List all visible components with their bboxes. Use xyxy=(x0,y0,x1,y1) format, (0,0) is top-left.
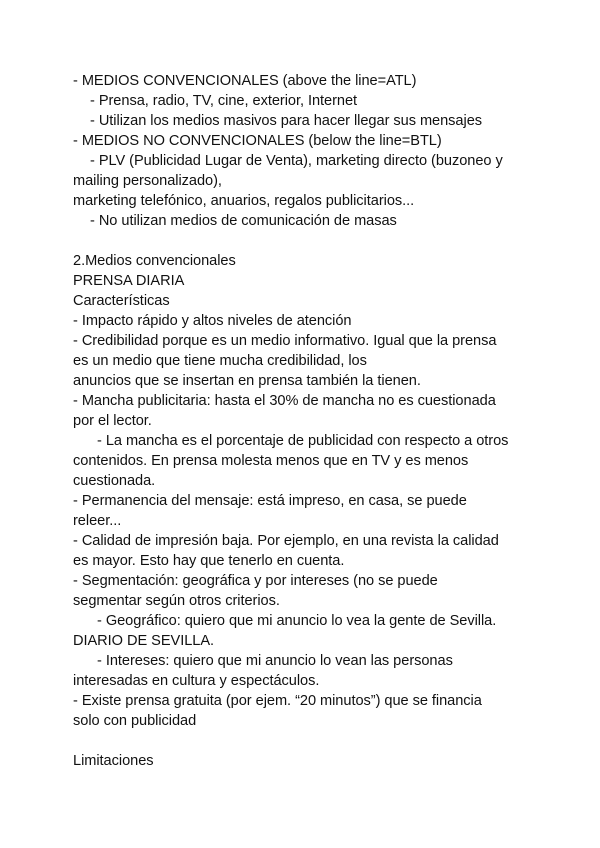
text-line: - Geográfico: quiero que mi anuncio lo vea la gente de Sevilla. xyxy=(97,613,497,629)
text-line: - MEDIOS CONVENCIONALES (above the line=ATL) xyxy=(73,73,417,89)
section-heading: 2.Medios convencionales xyxy=(73,253,236,269)
text-line: - Impacto rápido y altos niveles de atención xyxy=(73,313,352,329)
text-line: - Permanencia del mensaje: está impreso, en casa, se puede xyxy=(73,493,467,509)
section-heading: Características xyxy=(73,293,170,309)
text-line: - No utilizan medios de comunicación de masas xyxy=(90,213,397,229)
text-line: - Intereses: quiero que mi anuncio lo vean las personas xyxy=(97,653,453,669)
text-line: contenidos. En prensa molesta menos que en TV y es menos xyxy=(73,453,469,469)
text-line: marketing telefónico, anuarios, regalos publicitarios... xyxy=(73,193,415,209)
text-line: es un medio que tiene mucha credibilidad, los xyxy=(73,353,367,369)
section-heading: PRENSA DIARIA xyxy=(73,273,185,289)
text-line: segmentar según otros criterios. xyxy=(73,593,280,609)
text-line: - Segmentación: geográfica y por intereses (no se puede xyxy=(73,573,438,589)
text-line: - Utilizan los medios masivos para hacer llegar sus mensajes xyxy=(90,113,483,129)
text-line: interesadas en cultura y espectáculos. xyxy=(73,673,320,689)
text-line: anuncios que se insertan en prensa también la tienen. xyxy=(73,373,421,389)
text-line: - Mancha publicitaria: hasta el 30% de mancha no es cuestionada xyxy=(73,393,496,409)
text-line: - Prensa, radio, TV, cine, exterior, Internet xyxy=(90,93,358,109)
text-line: - MEDIOS NO CONVENCIONALES (below the line=BTL) xyxy=(73,133,442,149)
text-line: cuestionada. xyxy=(73,473,156,489)
text-line: DIARIO DE SEVILLA. xyxy=(73,633,215,649)
text-line: - PLV (Publicidad Lugar de Venta), marketing directo (buzoneo y xyxy=(90,153,503,169)
text-line: - Existe prensa gratuita (por ejem. “20 minutos”) que se financia xyxy=(73,693,482,709)
section-heading: Limitaciones xyxy=(73,753,154,769)
text-line: - Calidad de impresión baja. Por ejemplo, en una revista la calidad xyxy=(73,533,499,549)
text-line: mailing personalizado), xyxy=(73,173,222,189)
text-line: - La mancha es el porcentaje de publicidad con respecto a otros xyxy=(97,433,509,449)
text-line: es mayor. Esto hay que tenerlo en cuenta. xyxy=(73,553,345,569)
text-line: solo con publicidad xyxy=(73,713,197,729)
text-line: releer... xyxy=(73,513,122,529)
text-line: por el lector. xyxy=(73,413,152,429)
text-line: - Credibilidad porque es un medio informativo. Igual que la prensa xyxy=(73,333,497,349)
